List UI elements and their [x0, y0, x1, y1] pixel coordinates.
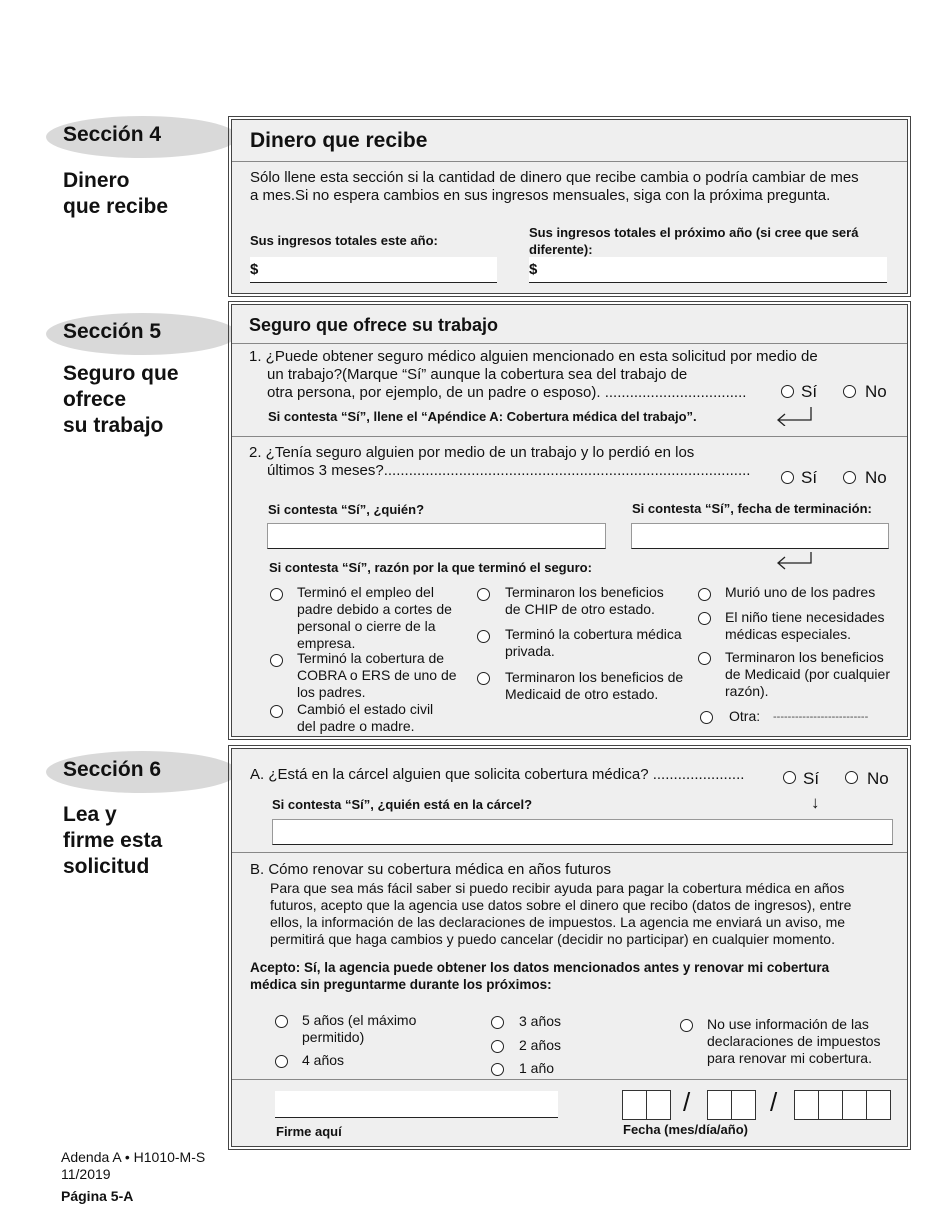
- qa-yes-label: Sí: [803, 769, 820, 788]
- other-label: Otra:: [729, 708, 761, 724]
- renew-none-label: [707, 1016, 881, 1067]
- qb-paragraph-line: Para que sea más fácil saber si puedo recibir ayuda para pagar la cobertura médica en años: [270, 880, 845, 896]
- renew-2-radio[interactable]: [491, 1040, 504, 1053]
- reason-chip-radio[interactable]: [477, 588, 490, 601]
- reason-text-line: los padres.: [297, 684, 366, 700]
- reason-cobra-radio[interactable]: [270, 654, 283, 667]
- reason-text-line: médicas especiales.: [725, 626, 852, 642]
- accept-line1: Acepto: Sí, la agencia puede obtener los datos mencionados antes y renovar mi cobertura: [250, 960, 830, 975]
- section4-divider: [232, 161, 907, 162]
- arrow-left-icon: [776, 551, 812, 571]
- currency-sign: $: [529, 261, 538, 278]
- reason-text-line: del padre o madre.: [297, 718, 415, 734]
- reason-text-line: Cambió el estado civil: [297, 701, 434, 717]
- who-label: Si contesta “Sí”, ¿quién?: [268, 502, 425, 517]
- section4-side-title-line1: Dinero: [63, 169, 130, 192]
- reason-text-line: personal o cierre de la: [297, 618, 436, 634]
- reason-text-line: de Medicaid (por cualquier: [725, 666, 890, 682]
- qa-yes-radio[interactable]: [783, 771, 796, 784]
- signature-field[interactable]: [275, 1091, 558, 1118]
- q1-line3: otra persona, por ejemplo, de un padre o esposo). ..................................: [267, 384, 747, 401]
- renew-1-radio[interactable]: [491, 1063, 504, 1076]
- reason-marital-radio[interactable]: [270, 705, 283, 718]
- qa-text: A. ¿Está en la cárcel alguien que solicita cobertura médica? ......................: [250, 766, 745, 783]
- reason-text-line: razón).: [725, 683, 769, 699]
- qb-paragraph-line: permitirá que haga cambios y puedo cancelar (decidir no participar) en cualquier momento.: [270, 931, 835, 947]
- q1-no-radio[interactable]: [843, 385, 856, 398]
- reason-private-text: [505, 626, 682, 660]
- section4-intro-line1: Sólo llene esta sección si la cantidad de dinero que recibe cambia o podría cambiar de mes: [250, 169, 859, 186]
- section5-divider: [232, 343, 907, 344]
- reason-text-line: Terminaron los beneficios: [505, 584, 664, 600]
- q2-no-radio[interactable]: [843, 471, 856, 484]
- date-year-digit-4[interactable]: [866, 1090, 891, 1120]
- footer-form-id: Adenda A • H1010-M-S: [61, 1149, 206, 1165]
- q1-yes-label: Sí: [801, 382, 818, 401]
- date-year-digit-1[interactable]: [794, 1090, 819, 1120]
- accept-line2: médica sin preguntarme durante los próximos:: [250, 977, 552, 992]
- qb-paragraph: [270, 880, 851, 948]
- q2-line2: últimos 3 meses?........................................................................................: [267, 462, 751, 479]
- renew-2-label: 2 años: [519, 1037, 562, 1053]
- q2-text: [249, 444, 750, 480]
- reason-text-line: Terminaron los beneficios: [725, 649, 884, 665]
- q2-yes-radio[interactable]: [781, 471, 794, 484]
- footer-date: 11/2019: [61, 1166, 111, 1182]
- renew-1-label: 1 año: [519, 1060, 555, 1076]
- footer-page: Página 5-A: [61, 1188, 134, 1204]
- section5-side-title: [63, 361, 179, 439]
- q1-no-label: No: [865, 382, 887, 401]
- income-next-year-label: [529, 224, 858, 258]
- reason-private-radio[interactable]: [477, 630, 490, 643]
- date-day-digit-1[interactable]: [707, 1090, 732, 1120]
- section6-box: [231, 748, 908, 1147]
- section6-side-title-line2: firme esta: [63, 829, 163, 852]
- reason-other-radio[interactable]: [700, 711, 713, 724]
- income-next-year-field[interactable]: [529, 257, 887, 283]
- date-year-digit-3[interactable]: [842, 1090, 867, 1120]
- section5-q-divider: [232, 436, 907, 437]
- section4-intro-line2: a mes.Si no espera cambios en sus ingresos mensuales, siga con la próxima pregunta.: [250, 187, 831, 204]
- section5-box: [231, 304, 908, 737]
- date-slash: /: [770, 1087, 778, 1117]
- section5-side-title-line2: ofrece: [63, 388, 127, 411]
- renew-3-radio[interactable]: [491, 1016, 504, 1029]
- qa-no-radio[interactable]: [845, 771, 858, 784]
- date-month-digit-2[interactable]: [646, 1090, 671, 1120]
- currency-sign: $: [250, 261, 259, 278]
- reason-text-line: Murió uno de los padres: [725, 584, 876, 600]
- qb-paragraph-line: ellos, la información de las declaraciones de impuestos. La agencia me enviará un aviso, me: [270, 914, 846, 930]
- q2-yes-label: Sí: [801, 468, 818, 487]
- renew-4-radio[interactable]: [275, 1055, 288, 1068]
- jail-who-field[interactable]: [272, 819, 893, 845]
- section6-side-title-line1: Lea y: [63, 803, 117, 826]
- date-month-digit-1[interactable]: [622, 1090, 647, 1120]
- qb-title: B. Cómo renovar su cobertura médica en años futuros: [250, 861, 612, 878]
- income-next-year-label-line1: Sus ingresos totales el próximo año (si cree que será: [529, 225, 859, 240]
- qb-paragraph-line: futuros, acepto que la agencia use datos sobre el dinero que recibo (datos de ingresos), entre: [270, 897, 852, 913]
- renew-5-line1: 5 años (el máximo: [302, 1012, 417, 1028]
- signature-divider: [232, 1079, 907, 1080]
- reason-text-line: Medicaid de otro estado.: [505, 686, 659, 702]
- reason-special-needs-radio[interactable]: [698, 612, 711, 625]
- section4-header: Dinero que recibe: [250, 129, 428, 152]
- reason-employment-radio[interactable]: [270, 588, 283, 601]
- section5-header: Seguro que ofrece su trabajo: [249, 315, 499, 335]
- reason-text-line: Terminó el empleo del: [297, 584, 434, 600]
- reason-label: Si contesta “Sí”, razón por la que terminó el seguro:: [269, 560, 592, 575]
- renew-3-label: 3 años: [519, 1013, 562, 1029]
- income-next-year-label-line2: diferente):: [529, 242, 593, 257]
- renew-5-line2: permitido): [302, 1029, 365, 1045]
- date-slash: /: [683, 1087, 691, 1117]
- renew-5-label: [302, 1012, 416, 1046]
- arrow-left-icon: [776, 406, 812, 426]
- arrow-down-icon: ↓: [811, 793, 820, 812]
- section6-divider: [232, 852, 907, 853]
- reason-text-line: empresa.: [297, 635, 356, 651]
- reason-parent-died-text: [725, 584, 875, 601]
- reason-special-needs-text: [725, 609, 885, 643]
- renew-none-line3: para renovar mi cobertura.: [707, 1050, 872, 1066]
- q1-line1: 1. ¿Puede obtener seguro médico alguien mencionado en esta solicitud por medio de: [249, 348, 818, 365]
- end-date-field[interactable]: [631, 523, 889, 549]
- reason-text-line: COBRA o ERS de uno de: [297, 667, 457, 683]
- reason-text-line: Terminó la cobertura médica: [505, 626, 682, 642]
- reason-medicaid-radio[interactable]: [698, 652, 711, 665]
- qa-note: Si contesta “Sí”, ¿quién está en la cárcel?: [272, 797, 533, 812]
- signature-label: Firme aquí: [276, 1124, 342, 1139]
- reason-chip-text: [505, 584, 664, 618]
- q1-line2: un trabajo?(Marque “Sí” aunque la cobertura sea del trabajo de: [267, 366, 688, 383]
- accept-text: [250, 959, 829, 993]
- q1-note: Si contesta “Sí”, llene el “Apéndice A: Cobertura médica del trabajo”.: [268, 409, 697, 424]
- section4-intro: [250, 169, 859, 205]
- reason-text-line: privada.: [505, 643, 555, 659]
- date-label: Fecha (mes/día/año): [623, 1122, 748, 1137]
- reason-medicaid-text: [725, 649, 890, 700]
- renew-none-line2: declaraciones de impuestos: [707, 1033, 881, 1049]
- reason-employment-text: [297, 584, 452, 652]
- reason-text-line: Terminaron los beneficios de: [505, 669, 684, 685]
- section5-side-title-line3: su trabajo: [63, 414, 164, 437]
- reason-cobra-text: [297, 650, 457, 701]
- other-field[interactable]: --------------------------: [773, 711, 869, 723]
- date-year-digit-2[interactable]: [818, 1090, 843, 1120]
- reason-text-line: Terminó la cobertura de: [297, 650, 445, 666]
- end-date-label: Si contesta “Sí”, fecha de terminación:: [632, 501, 872, 516]
- reason-text-line: El niño tiene necesidades: [725, 609, 885, 625]
- section6-side-title: [63, 802, 162, 880]
- q2-line1: 2. ¿Tenía seguro alguien por medio de un trabajo y lo perdió en los: [249, 444, 695, 461]
- who-field[interactable]: [267, 523, 606, 549]
- reason-medicaid-other-state-radio[interactable]: [477, 672, 490, 685]
- qa-no-label: No: [867, 769, 889, 788]
- section5-pill: Sección 5: [46, 313, 238, 355]
- q1-text: [249, 348, 818, 402]
- section6-side-title-line3: solicitud: [63, 855, 150, 878]
- date-day-digit-2[interactable]: [731, 1090, 756, 1120]
- section4-box: [231, 119, 908, 294]
- reason-text-line: de CHIP de otro estado.: [505, 601, 655, 617]
- renew-none-line1: No use información de las: [707, 1016, 869, 1032]
- section6-pill: Sección 6: [46, 751, 238, 793]
- income-this-year-field[interactable]: [250, 257, 497, 283]
- income-this-year-label: Sus ingresos totales este año:: [250, 233, 438, 248]
- q1-yes-radio[interactable]: [781, 385, 794, 398]
- renew-4-label: 4 años: [302, 1052, 345, 1068]
- section4-side-title: [63, 168, 168, 220]
- q2-no-label: No: [865, 468, 887, 487]
- section4-side-title-line2: que recibe: [63, 195, 169, 218]
- reason-medicaid-other-state-text: [505, 669, 683, 703]
- section4-pill: Sección 4: [46, 116, 238, 158]
- reason-parent-died-radio[interactable]: [698, 588, 711, 601]
- section5-side-title-line1: Seguro que: [63, 362, 179, 385]
- reason-text-line: padre debido a cortes de: [297, 601, 452, 617]
- reason-marital-text: [297, 701, 433, 735]
- renew-none-radio[interactable]: [680, 1019, 693, 1032]
- renew-5-radio[interactable]: [275, 1015, 288, 1028]
- footer-form-info: [61, 1149, 205, 1183]
